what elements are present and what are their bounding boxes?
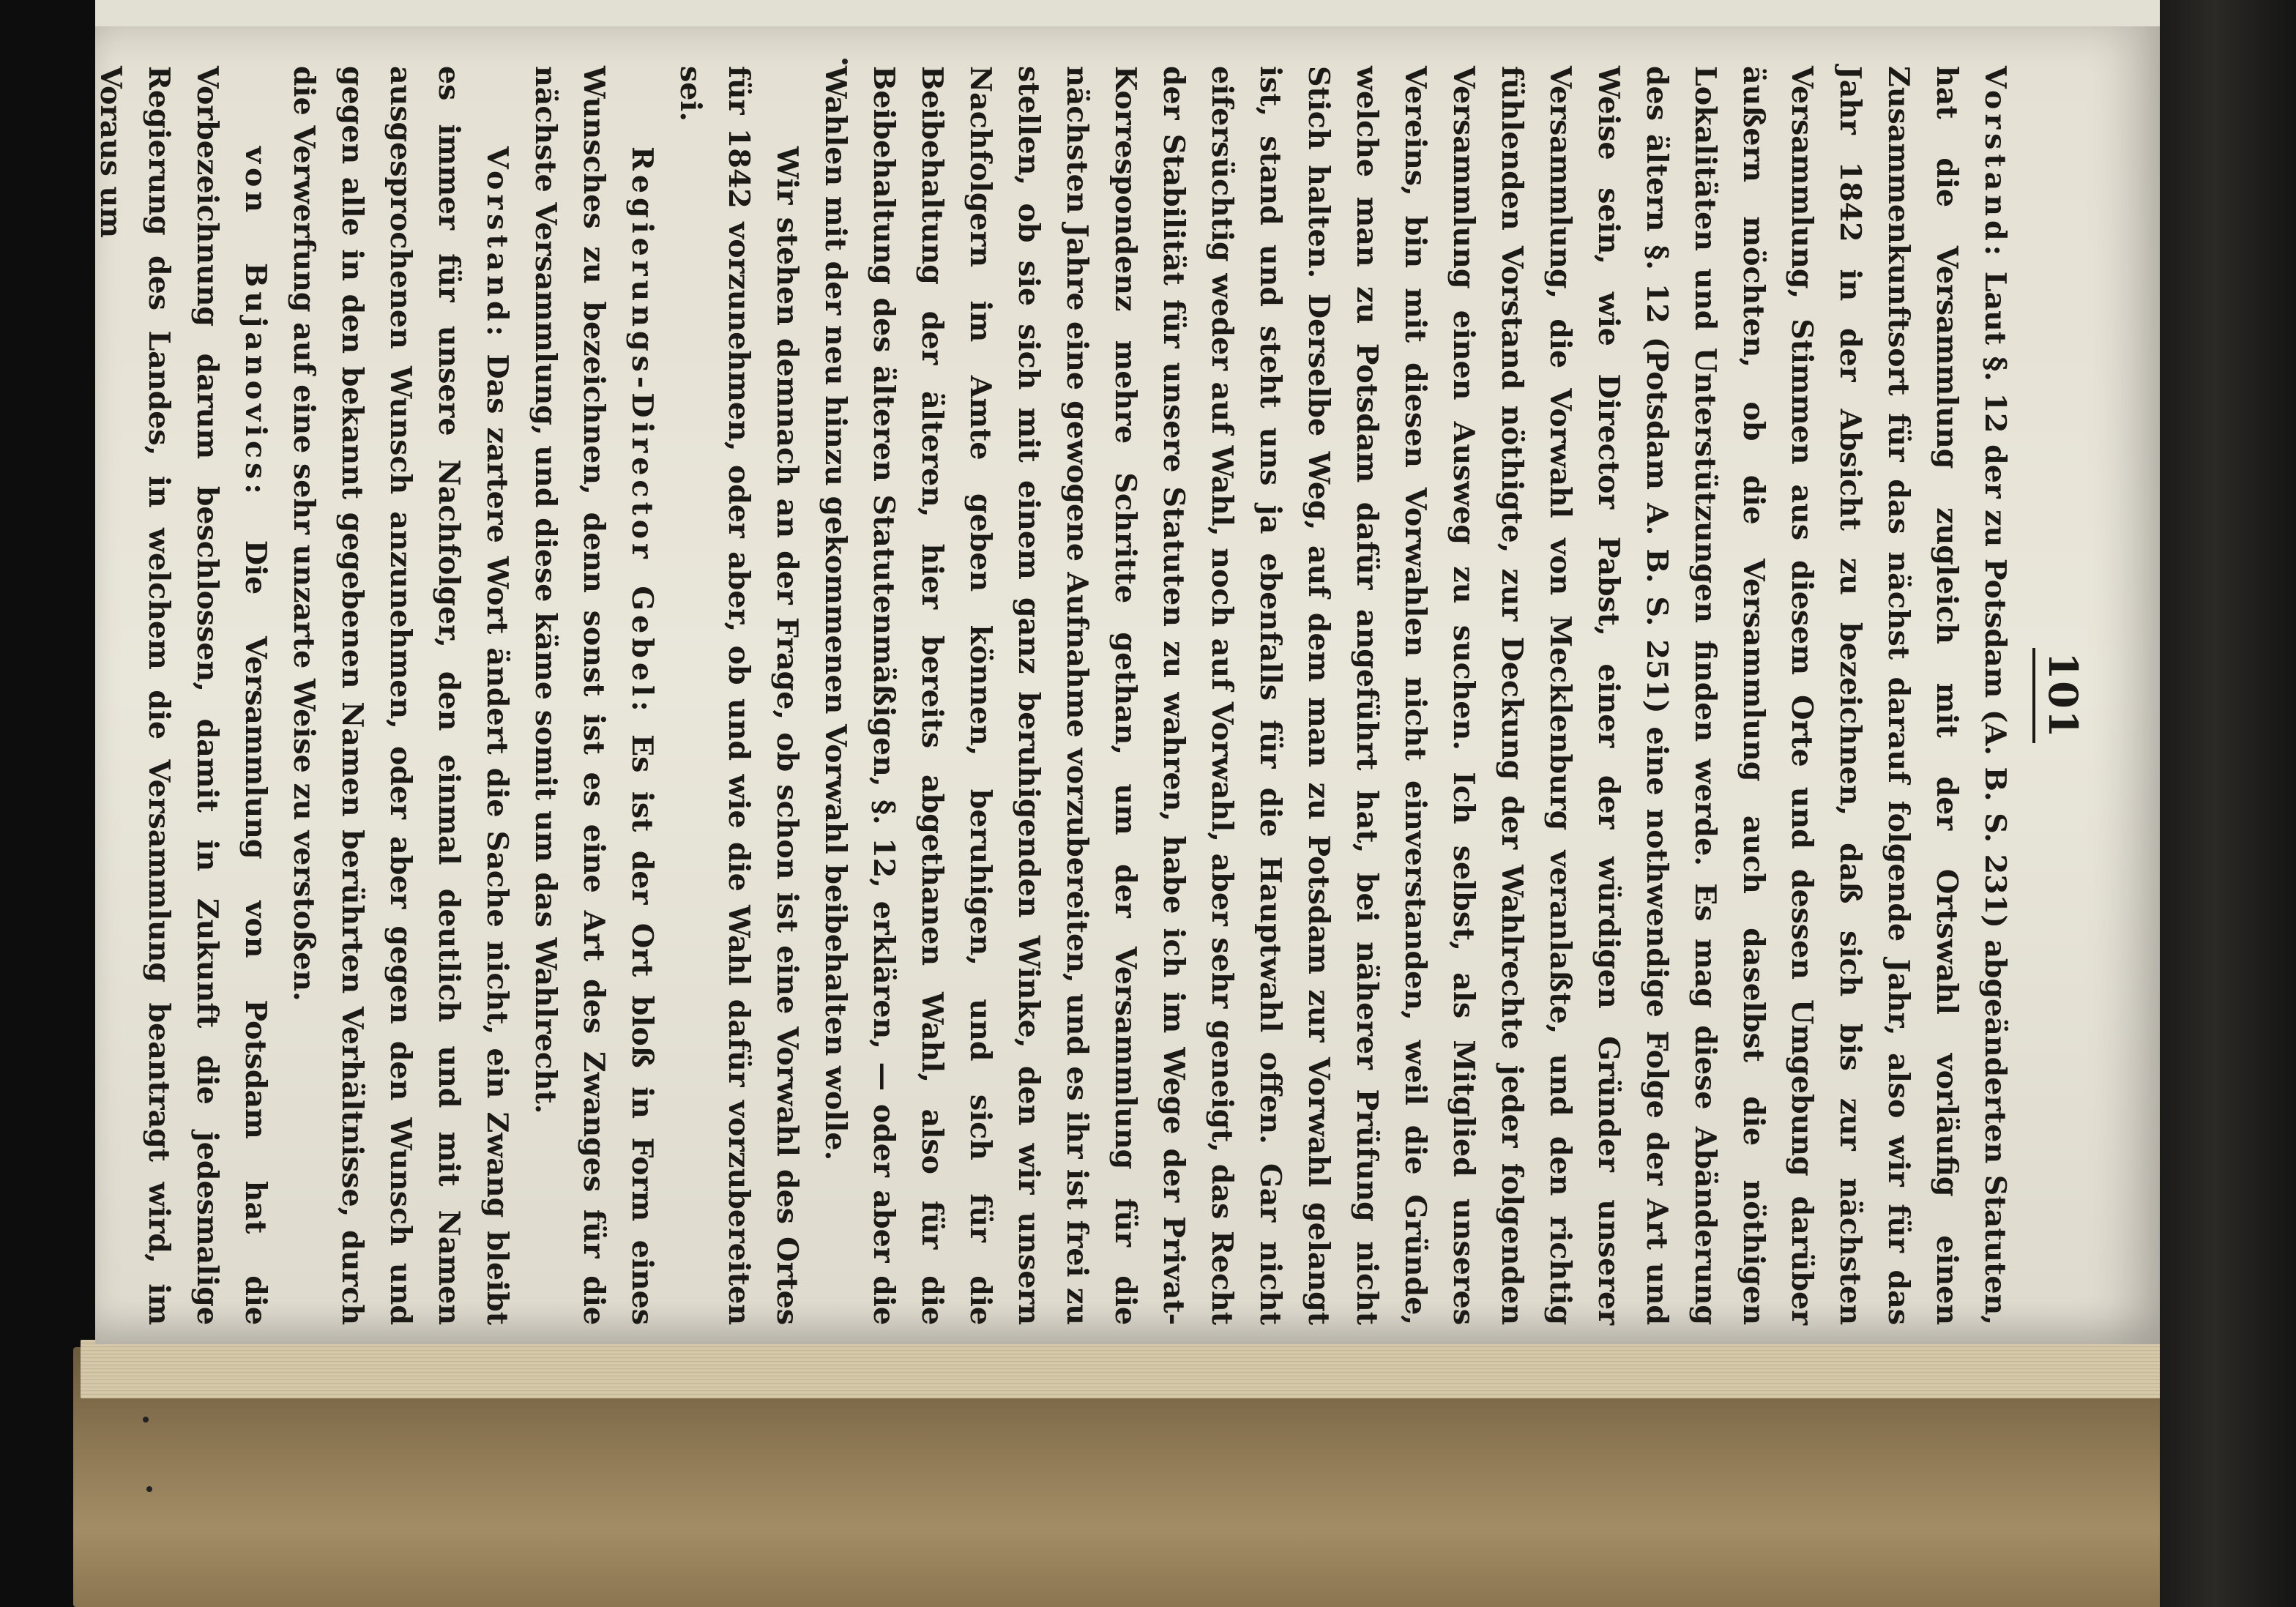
binding-dot bbox=[146, 1486, 152, 1492]
paragraph bbox=[86, 66, 280, 1325]
speaker: Vorstand: bbox=[1978, 66, 2012, 261]
paragraph bbox=[811, 66, 2019, 1325]
page-edges bbox=[81, 1340, 2174, 1398]
paragraph-text: Das zartere Wort ändert die Sache nicht, ein Zwang bleibt es immer für unsere Nachfolger, den einmal deutlich und mit Namen ausgesprochenen Wunsch anzunehmen, oder aber gegen den Wunsch und gegen alle in den bekannt gegebenen Namen berührten Verhältnisse, durch die Verwerfung auf eine sehr unzarte Weise zu verstoßen. bbox=[287, 66, 514, 1325]
header-rule bbox=[2032, 648, 2035, 743]
ink-dot bbox=[842, 59, 848, 64]
paragraph bbox=[666, 66, 811, 1325]
page-number: 101 bbox=[2040, 652, 2087, 739]
paragraph bbox=[280, 66, 521, 1325]
rotated-text-block bbox=[94, 66, 2087, 1325]
paragraph-text: Laut §. 12 der zu Potsdam (A. B. S. 231) abgeänderten Statuten, hat die Versammlung zugleich mit der Ortswahl vorläufig einen Zusammenkunftsort für das nächst darauf folgende Jahr, also wir für das Jahr 1842 in der Absicht zu bezeichnen, daß sich bis zur nächsten Versammlung, Stimmen aus diesem Orte und dessen Umgebung darüber äußern möchten, ob die Versammlung auch daselbst die nöthigen Lokalitäten und Unterstützungen finden werde. Es mag diese Abänderung des ältern §. 12 (Potsdam A. B. S. 251) eine nothwendige Folge der Art und Weise sein, wie Director Pabst, einer der würdigen Gründer unserer Versammlung, die Vorwahl von Mecklenburg veranlaßte, und den richtig fühlenden Vorstand nöthigte, zur Deckung der Wahlrechte jeder folgenden Versammlung einen Ausweg zu suchen. Ich selbst, als Mitglied unseres Vereins, bin mit diesen Vorwahlen nicht einverstanden, weil die Gründe, welche man zu Potsdam dafür angeführt hat, bei näherer Prüfung nicht Stich halten. Derselbe Weg, auf dem man zu Potsdam zur Vorwahl gelangt ist, stand und steht uns ja ebenfalls für die Hauptwahl offen. Gar nicht eifersüchtig weder auf Wahl, noch auf Vorwahl, aber sehr geneigt, das Recht der Stabilität für unsere Statuten zu wahren, habe ich im Wege der Privat-Korrespondenz mehre Schritte gethan, um der Versammlung für die nächsten Jahre eine gewogene Aufnahme vorzubereiten, und es ihr ist frei zu stellen, ob sie sich mit einem ganz beruhigenden Winke, den wir unsern Nachfolgern im Amte geben können, beruhigen, und sich für die Beibehaltung der älteren, hier bereits abgethanen Wahl, also für die Beibehaltung des älteren Statutenmäßigen, §. 12, erklären, — oder aber die Wahlen mit der neu hinzu gekommenen Vorwahl beibehalten wolle. bbox=[819, 66, 2012, 1325]
paragraph-text: Die Versammlung von Potsdam hat die Vorbezeichnung darum beschlossen, damit in Zukunft die jedesmalige Regierung des Landes, in welchem die Versammlung beantragt wird, im Voraus um bbox=[94, 66, 272, 1325]
paragraph bbox=[521, 66, 666, 1325]
speaker: von Bujanovics: bbox=[239, 146, 272, 499]
speaker: Regierungs-Director Gebel: bbox=[625, 146, 659, 716]
speaker: Vorstand: bbox=[480, 146, 514, 341]
paragraph-text: Wir stehen demnach an der Frage, ob schon ist eine Vorwahl des Ortes für 1842 vorzunehmen, oder aber, ob und wie die Wahl dafür vorzubereiten sei. bbox=[674, 66, 804, 1325]
body-text bbox=[86, 66, 2019, 1325]
spine-shadow bbox=[2160, 0, 2296, 1607]
paragraph-text: Es ist der Ort bloß in Form eines Wunsches zu bezeichnen, denn sonst ist es eine Art des Zwanges für die nächste Versammlung, und diese käme somit um das Wahlrecht. bbox=[529, 66, 659, 1325]
binding-dot bbox=[143, 1417, 149, 1423]
